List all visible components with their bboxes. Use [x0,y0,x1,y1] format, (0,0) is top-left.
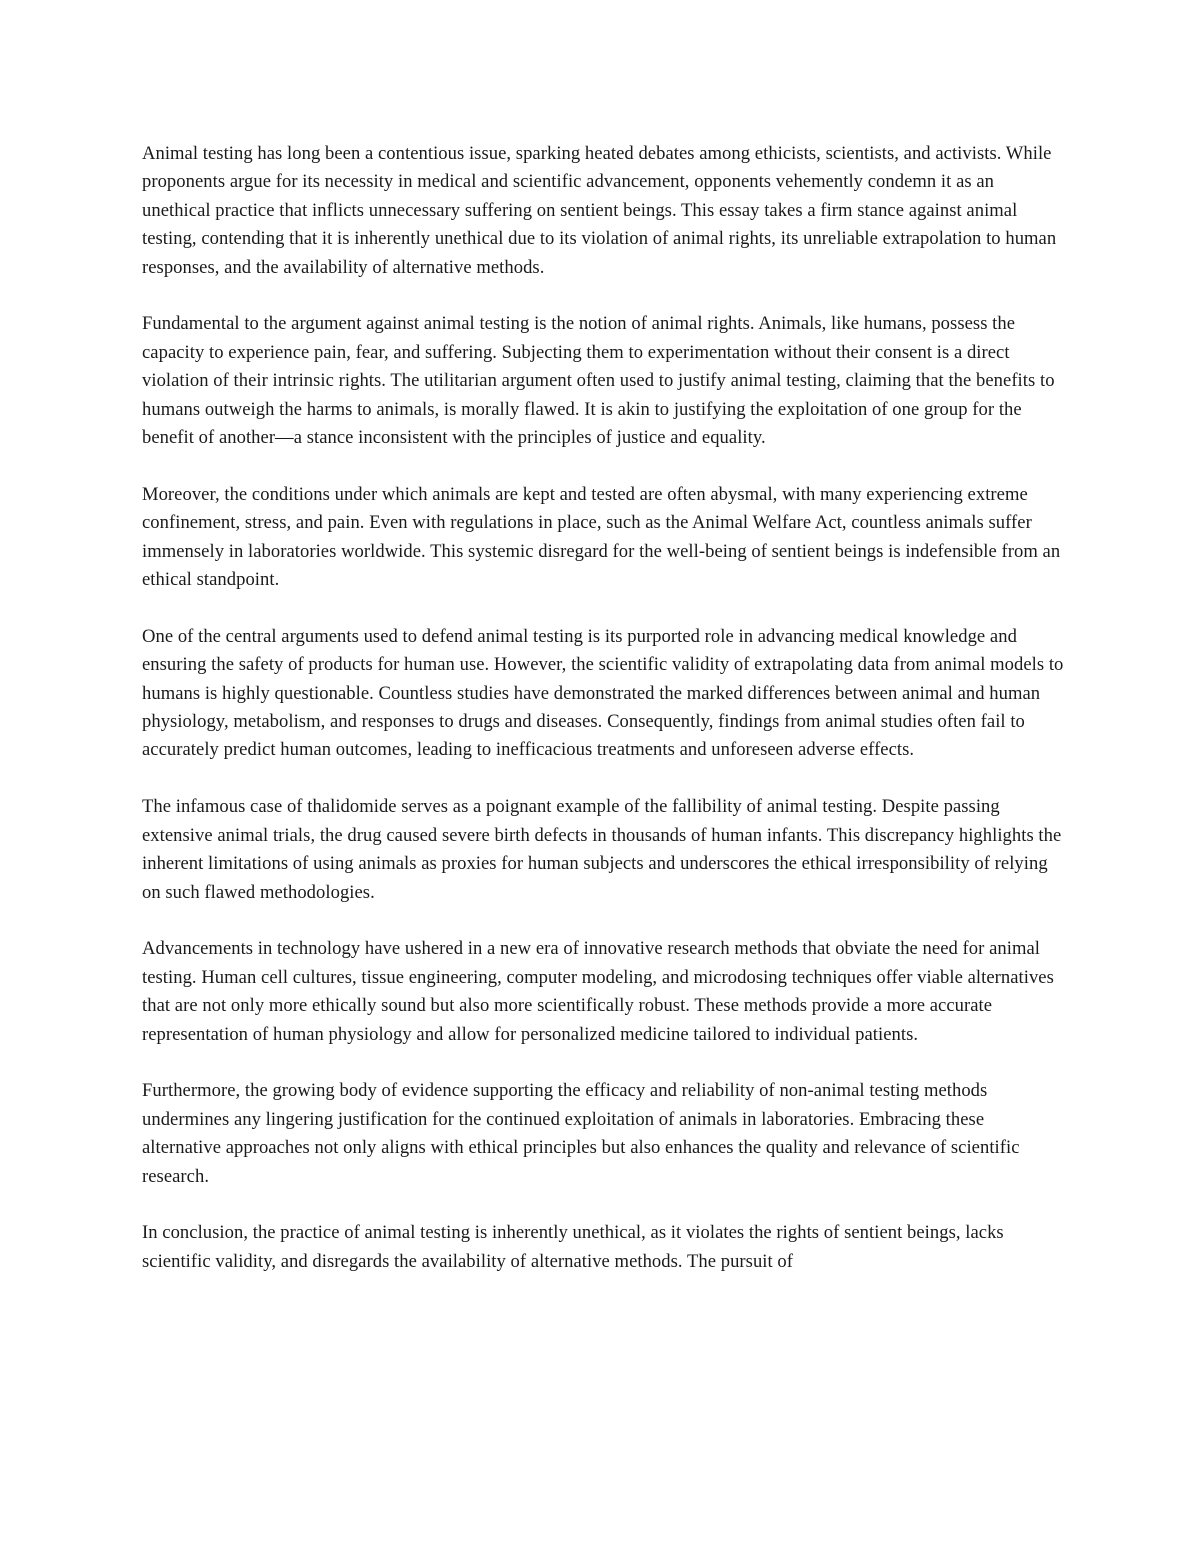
paragraph-8: In conclusion, the practice of animal testing is inherently unethical, as it violates the rights of sentient beings, lacks scientific validity, and disregards the availability of alternative methods. The pursuit of [142,1222,1004,1272]
paragraph-6: Advancements in technology have ushered in a new era of innovative research methods that obviate the need for animal testing. Human cell cultures, tissue engineering, computer modeling, and microdosing techniques offer viable alternatives that are not only more ethically sound but also more scientifically robust. These methods provide a more accurate representation of human physiology and allow for personalized medicine tailored to individual patients. [142,938,1054,1045]
paragraph-5: The infamous case of thalidomide serves as a poignant example of the fallibility of animal testing. Despite passing extensive animal trials, the drug caused severe birth defects in thousands of human infants. This discrepancy highlights the inherent limitations of using animals as proxies for human subjects and underscores the ethical irresponsibility of relying on such flawed methodologies. [142,796,1062,903]
document-body [142,140,1064,1305]
paragraph-1: Animal testing has long been a contentious issue, sparking heated debates among ethicists, scientists, and activists. While proponents argue for its necessity in medical and scientific advancement, opponents vehemently condemn it as an unethical practice that inflicts unnecessary suffering on sentient beings. This essay takes a firm stance against animal testing, contending that it is inherently unethical due to its violation of animal rights, its unreliable extrapolation to human responses, and the availability of alternative methods. [142,143,1057,278]
paragraph-3: Moreover, the conditions under which animals are kept and tested are often abysmal, with many experiencing extreme confinement, stress, and pain. Even with regulations in place, such as the Animal Welfare Act, countless animals suffer immensely in laboratories worldwide. This systemic disregard for the well-being of sentient beings is indefensible from an ethical standpoint. [142,483,1061,591]
paragraph-4: One of the central arguments used to defend animal testing is its purported role in advancing medical knowledge and ensuring the safety of products for human use. However, the scientific validity of extrapolating data from animal models to humans is highly questionable. Countless studies have demonstrated the marked differences between animal and human physiology, metabolism, and responses to drugs and diseases. Consequently, findings from animal studies often fail to accurately predict human outcomes, leading to inefficacious treatments and unforeseen adverse effects. [142,625,1064,761]
paragraph-7: Furthermore, the growing body of evidence supporting the efficacy and reliability of non-animal testing methods undermines any lingering justification for the continued exploitation of animals in laboratories. Embracing these alternative approaches not only aligns with ethical principles but also enhances the quality and relevance of scientific research. [142,1080,1020,1187]
paragraph-2: Fundamental to the argument against animal testing is the notion of animal rights. Animals, like humans, possess the capacity to experience pain, fear, and suffering. Subjecting them to experimentation without their consent is a direct violation of their intrinsic rights. The utilitarian argument often used to justify animal testing, claiming that the benefits to humans outweigh the harms to animals, is morally flawed. It is akin to justifying the exploitation of one group for the benefit of another—a stance inconsistent with the principles of justice and equality. [142,313,1055,449]
